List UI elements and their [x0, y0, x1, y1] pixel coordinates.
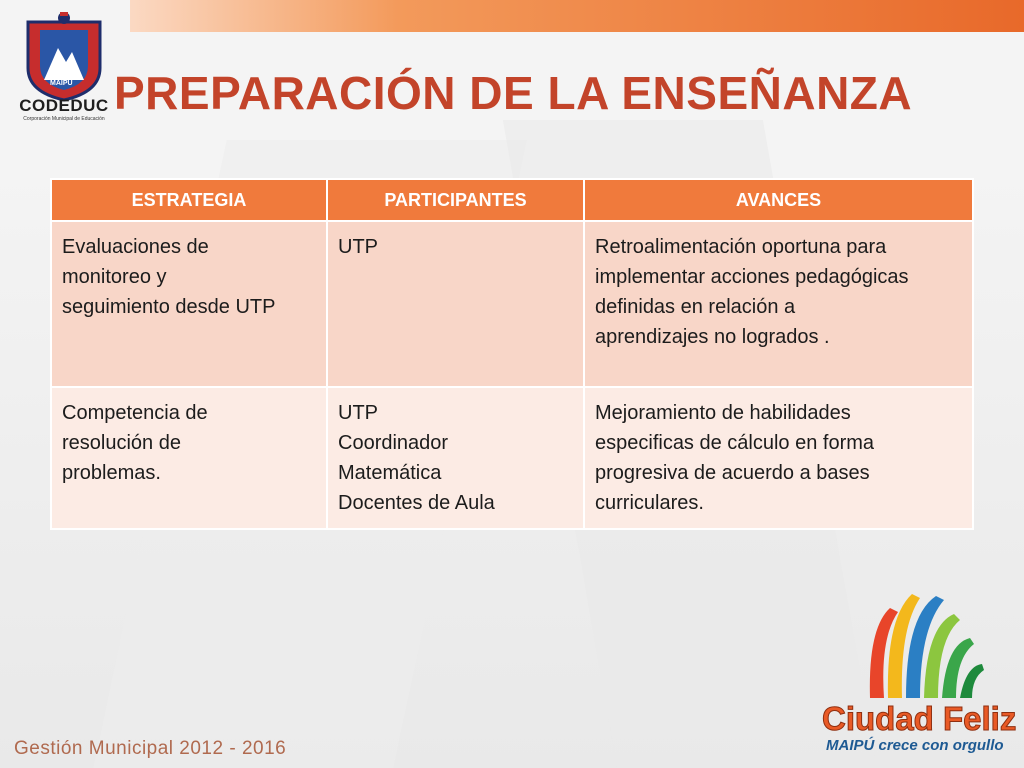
cell-line: Coordinador	[338, 432, 449, 454]
cell-line: progresiva de acuerdo a bases	[595, 462, 870, 484]
column-header-avances: AVANCES	[584, 179, 973, 221]
top-stripe	[130, 0, 1024, 32]
cell-avances	[584, 221, 973, 387]
strategy-table	[50, 178, 974, 530]
logo-city: MAIPÚ	[50, 80, 73, 87]
cell-line: seguimiento desde UTP	[62, 296, 276, 318]
cell-line: problemas.	[62, 462, 161, 484]
cell-line: monitoreo y	[62, 266, 167, 288]
column-header-estrategia: ESTRATEGIA	[51, 179, 327, 221]
table-header-row	[51, 179, 973, 221]
table-row	[51, 221, 973, 387]
cell-line: especificas de cálculo en forma	[595, 432, 875, 454]
cell-line: Retroalimentación oportuna para	[595, 236, 887, 258]
cell-line: resolución de	[62, 432, 181, 454]
cell-line: UTP	[338, 402, 378, 424]
cell-line: Mejoramiento de habilidades	[595, 402, 851, 424]
cell-line: definidas en relación a	[595, 296, 796, 318]
cell-line: UTP	[338, 236, 378, 258]
ciudad-feliz-brand: Ciudad Feliz	[822, 700, 1017, 737]
cell-line: curriculares.	[595, 492, 704, 514]
codeduc-logo-text	[16, 96, 112, 122]
cell-estrategia	[51, 221, 327, 387]
cell-line: implementar acciones pedagógicas	[595, 266, 909, 288]
cell-estrategia	[51, 387, 327, 529]
cell-line: Competencia de	[62, 402, 208, 424]
cell-line: Docentes de Aula	[338, 492, 495, 514]
page-title: PREPARACIÓN DE LA ENSEÑANZA	[114, 67, 913, 119]
ciudad-feliz-slogan: MAIPÚ crece con orgullo	[826, 737, 1004, 754]
logo-subtitle: Corporación Municipal de Educación	[23, 116, 105, 122]
cell-line: aprendizajes no logrados .	[595, 326, 830, 348]
cell-line: Matemática	[338, 462, 442, 484]
table-row	[51, 387, 973, 529]
logo-name: CODEDUC	[19, 96, 109, 115]
cell-line: Evaluaciones de	[62, 236, 209, 258]
footer-gestion: Gestión Municipal 2012 - 2016	[14, 738, 287, 759]
cell-participantes	[327, 387, 584, 529]
cell-avances	[584, 387, 973, 529]
column-header-participantes: PARTICIPANTES	[327, 179, 584, 221]
cell-participantes	[327, 221, 584, 387]
